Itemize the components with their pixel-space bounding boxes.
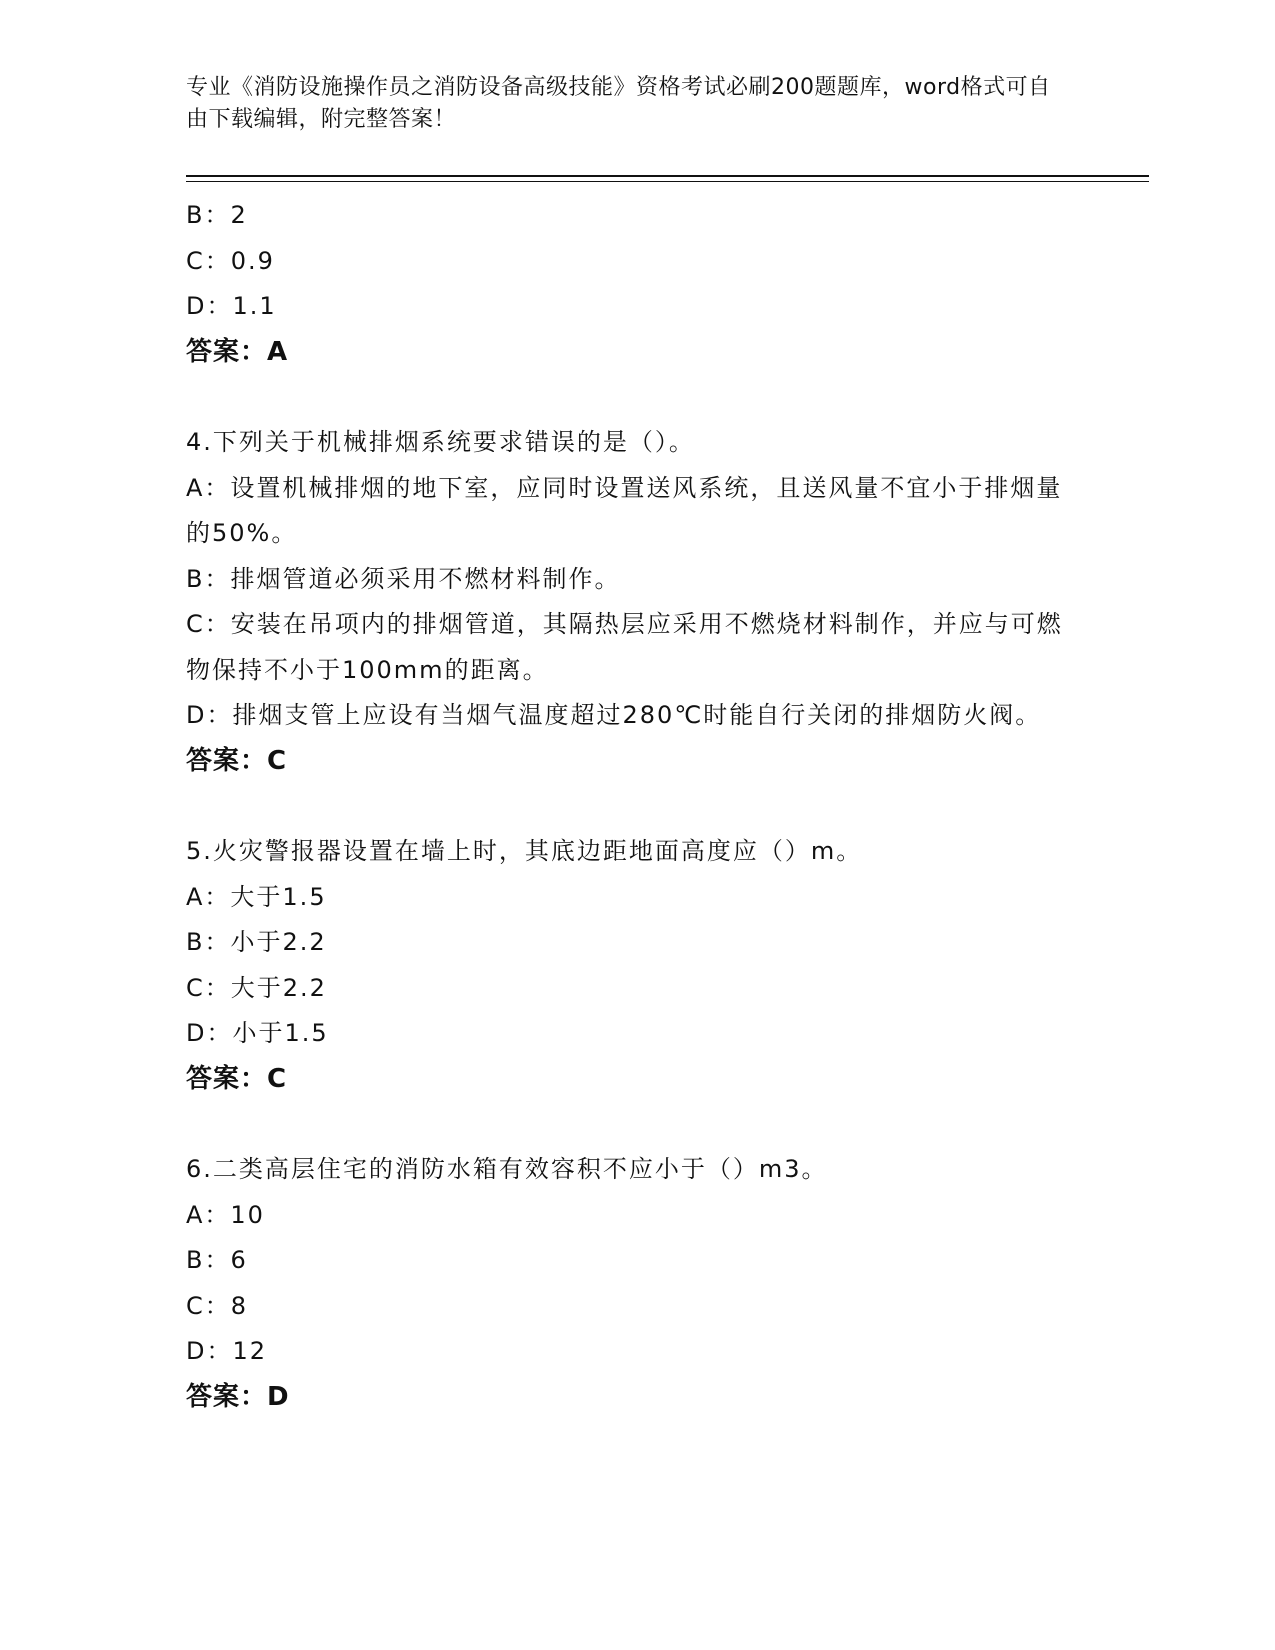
- option-d: D：小于1.5: [186, 1019, 329, 1047]
- answer-line: 答案：C: [186, 745, 288, 776]
- question-text: 4.下列关于机械排烟系统要求错误的是（）。: [186, 428, 695, 456]
- spacer: [186, 375, 1076, 420]
- question-text: 6.二类高层住宅的消防水箱有效容积不应小于（）m3。: [186, 1155, 828, 1183]
- question-5: [186, 829, 1076, 1102]
- option-a: A：大于1.5: [186, 882, 327, 911]
- option-d: D：12: [186, 1337, 268, 1365]
- option-a: A：10: [186, 1200, 265, 1229]
- header-rule-thick: [186, 175, 1149, 177]
- question-content: [186, 193, 1076, 1420]
- question-4: [186, 420, 1076, 784]
- option-a: A：设置机械排烟的地下室，应同时设置送风系统，且送风量不宜小于排烟量的50%。: [186, 473, 1063, 547]
- spacer: [186, 1102, 1076, 1147]
- question-6: [186, 1147, 1076, 1420]
- option-b: B：6: [186, 1246, 248, 1274]
- option-b: B：小于2.2: [186, 928, 327, 956]
- answer-line: 答案：A: [186, 336, 289, 367]
- option-c: C：0.9: [186, 246, 275, 275]
- option-c: C：8: [186, 1291, 249, 1320]
- question-fragment: [186, 193, 1076, 375]
- option-d: D：排烟支管上应设有当烟气温度超过280℃时能自行关闭的排烟防火阀。: [186, 701, 1042, 729]
- question-text: 5.火灾警报器设置在墙上时，其底边距地面高度应（）m。: [186, 837, 863, 865]
- option-b: B：排烟管道必须采用不燃材料制作。: [186, 564, 621, 593]
- header-rule-thin: [186, 181, 1149, 182]
- option-d: D：1.1: [186, 292, 277, 320]
- page-header: 专业《消防设施操作员之消防设备高级技能》资格考试必刷200题题库，word格式可自由下载编辑，附完整答案！: [186, 75, 1051, 132]
- option-c: C：大于2.2: [186, 973, 327, 1002]
- option-b: B：2: [186, 201, 248, 229]
- spacer: [186, 784, 1076, 829]
- option-c: C：安装在吊项内的排烟管道，其隔热层应采用不燃烧材料制作，并应与可燃物保持不小于100mm的距离。: [186, 610, 1063, 684]
- answer-line: 答案：D: [186, 1381, 290, 1412]
- answer-line: 答案：C: [186, 1063, 288, 1094]
